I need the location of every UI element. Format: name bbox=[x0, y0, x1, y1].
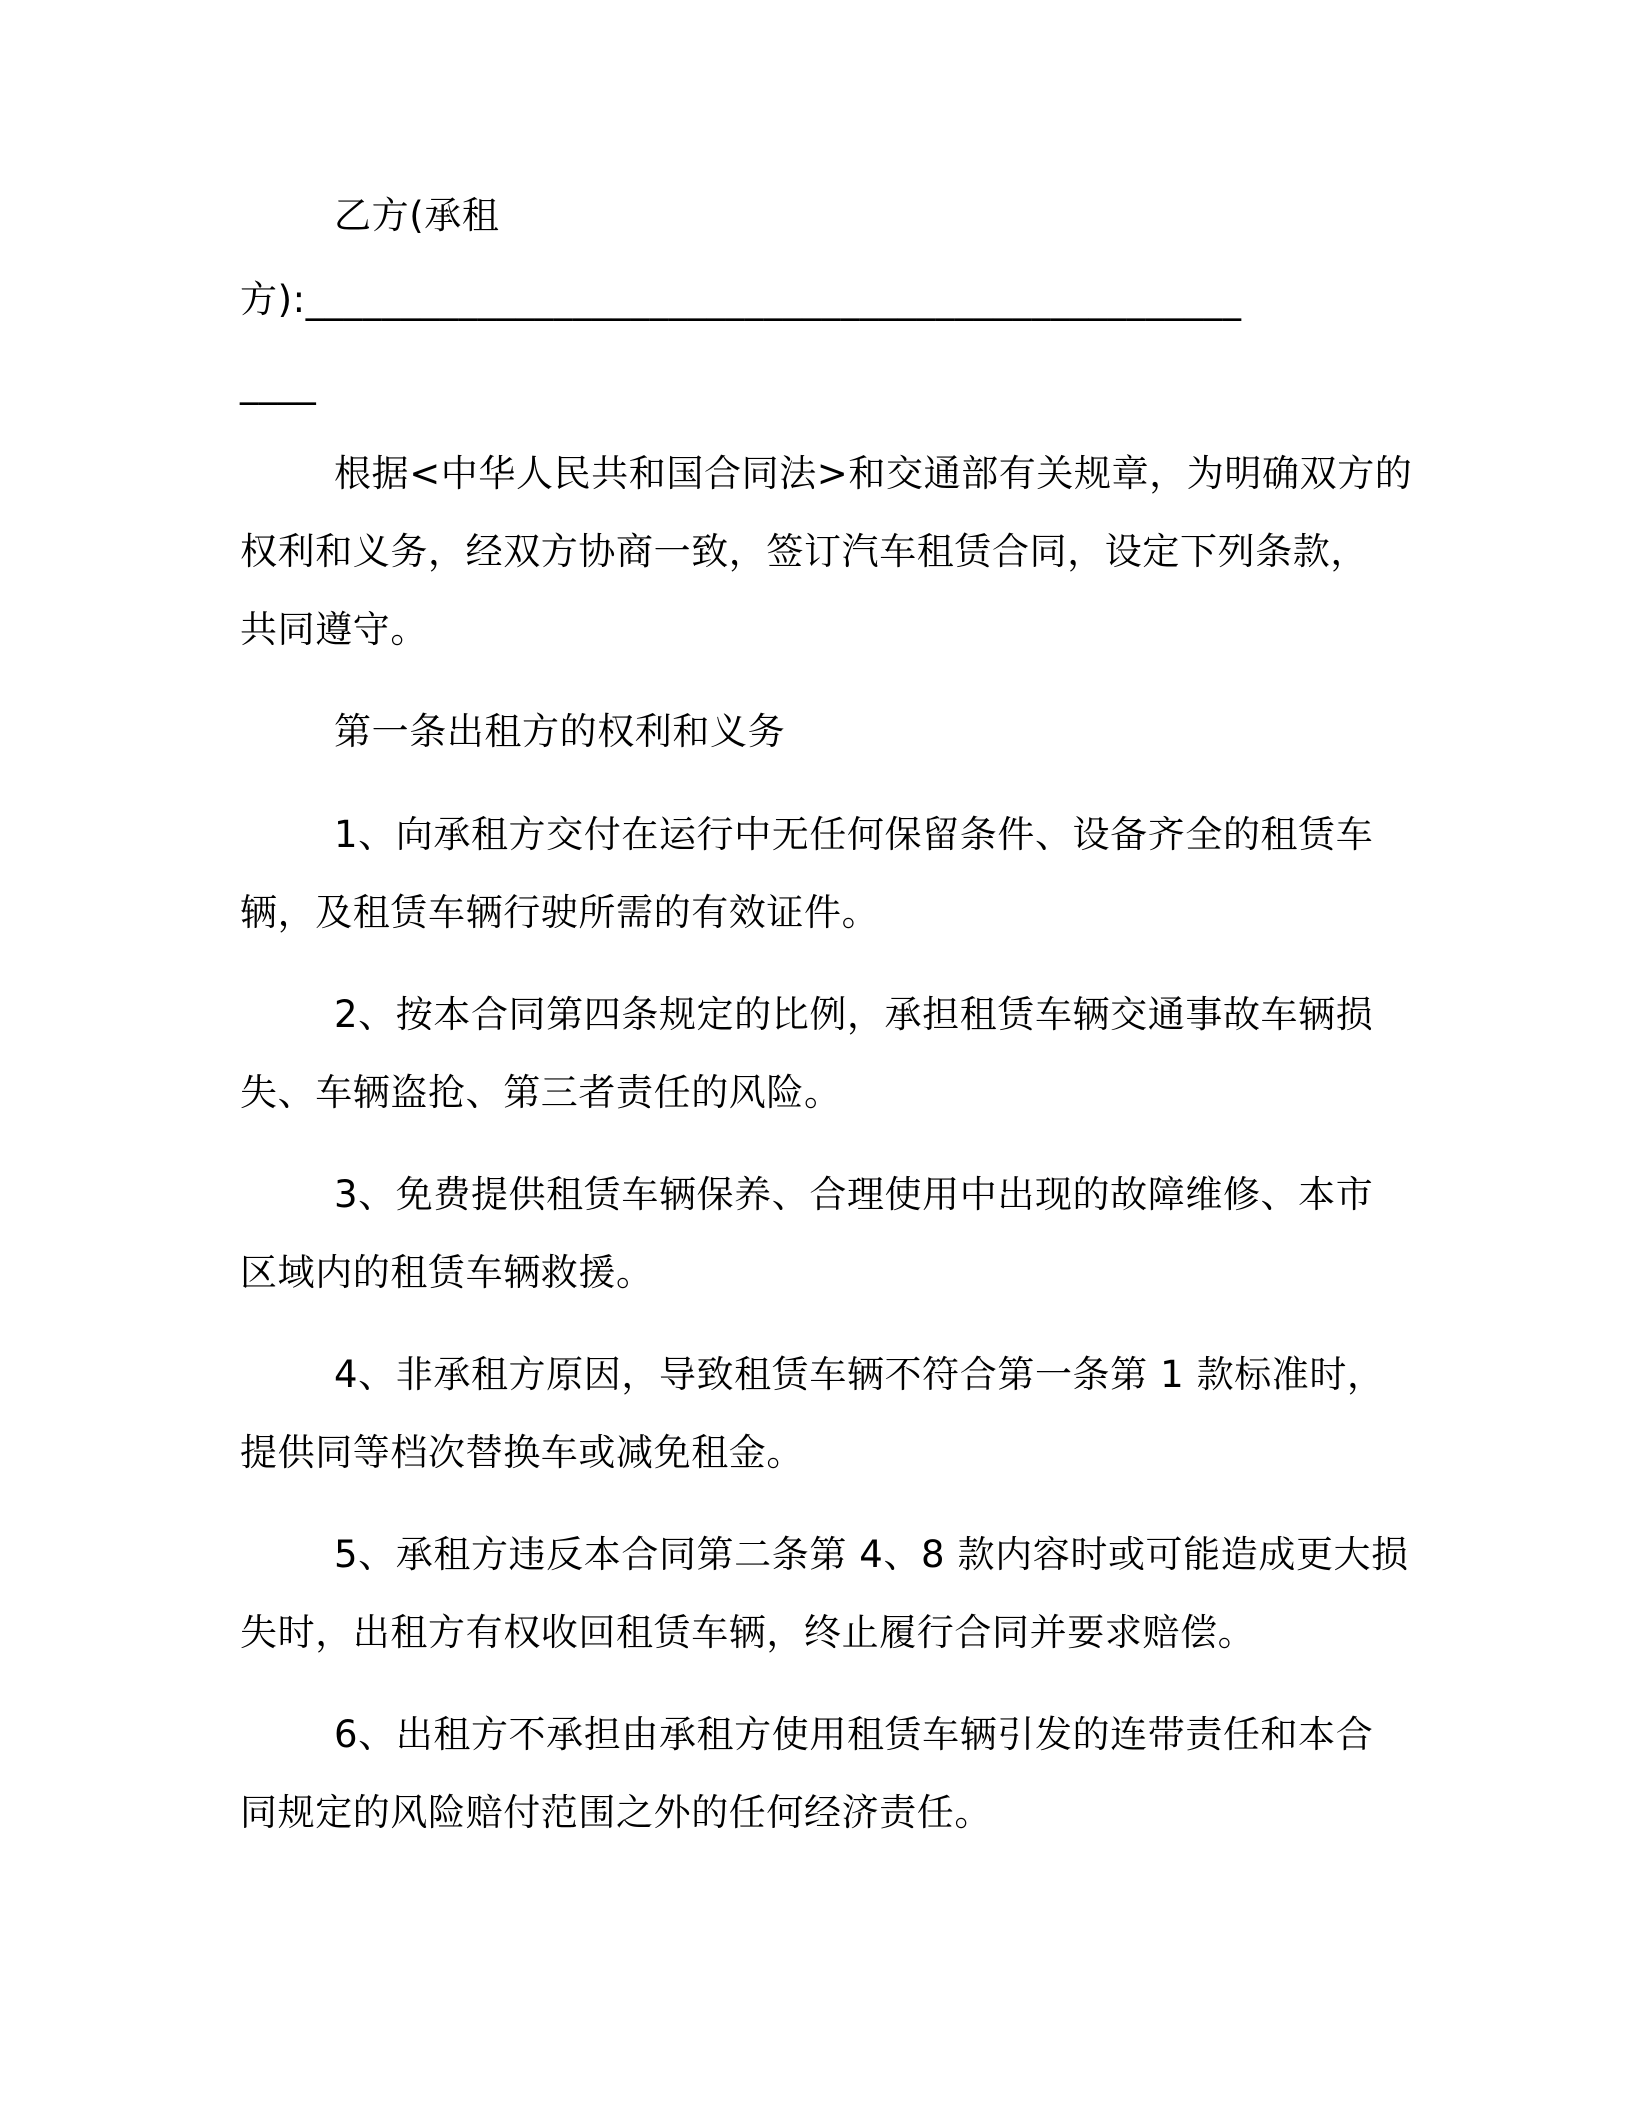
item-6-line-1: 6、出租方不承担由承租方使用租赁车辆引发的连带责任和本合 bbox=[334, 1713, 1374, 1756]
party-b-blank-line-continued: ____ bbox=[240, 362, 317, 405]
item-5-line-2: 失时，出租方有权收回租赁车辆，终止履行合同并要求赔偿。 bbox=[240, 1611, 1256, 1654]
item-6-line-2: 同规定的风险赔付范围之外的任何经济责任。 bbox=[240, 1791, 992, 1834]
item-3-line-2: 区域内的租赁车辆救援。 bbox=[240, 1251, 654, 1294]
item-1-line-2: 辆，及租赁车辆行驶所需的有效证件。 bbox=[240, 891, 880, 934]
item-1-line-1: 1、向承租方交付在运行中无任何保留条件、设备齐全的租赁车 bbox=[334, 813, 1374, 856]
item-5-line-1: 5、承租方违反本合同第二条第 4、8 款内容时或可能造成更大损 bbox=[334, 1533, 1409, 1576]
item-3-line-1: 3、免费提供租赁车辆保养、合理使用中出现的故障维修、本市 bbox=[334, 1173, 1374, 1216]
intro-line-1: 根据<中华人民共和国合同法>和交通部有关规章，为明确双方的 bbox=[334, 452, 1413, 495]
article-1-heading: 第一条出租方的权利和义务 bbox=[334, 710, 786, 753]
item-2-line-1: 2、按本合同第四条规定的比例，承担租赁车辆交通事故车辆损 bbox=[334, 993, 1374, 1036]
party-b-label: 乙方(承租 bbox=[334, 194, 500, 237]
item-4-line-2: 提供同等档次替换车或减免租金。 bbox=[240, 1431, 804, 1474]
intro-line-2: 权利和义务，经双方协商一致，签订汽车租赁合同，设定下列条款， bbox=[240, 530, 1368, 573]
item-4-line-1: 4、非承租方原因，导致租赁车辆不符合第一条第 1 款标准时， bbox=[334, 1353, 1385, 1396]
party-b-blank-line: 方):_________________________________________________ bbox=[240, 278, 1242, 321]
item-2-line-2: 失、车辆盗抢、第三者责任的风险。 bbox=[240, 1071, 842, 1114]
intro-line-3: 共同遵守。 bbox=[240, 608, 428, 651]
